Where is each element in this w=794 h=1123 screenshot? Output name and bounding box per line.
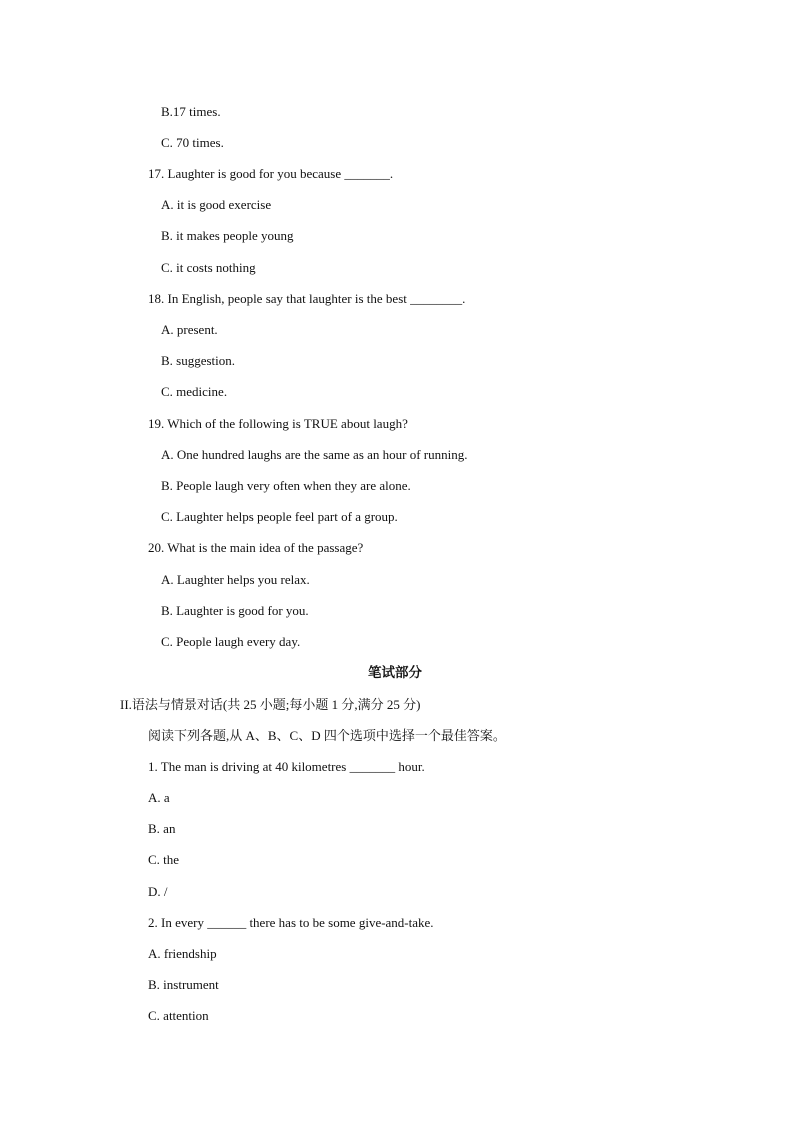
g1-option-d: D. / [148, 884, 168, 899]
part-heading: II.语法与情景对话(共 25 小题;每小题 1 分,满分 25 分) [120, 697, 421, 712]
q19-option-b: B. People laugh very often when they are alone. [161, 478, 411, 493]
q20-stem: 20. What is the main idea of the passage? [148, 540, 364, 555]
q18-option-b: B. suggestion. [161, 353, 236, 368]
q18-option-a: A. present. [161, 322, 218, 337]
g2-option-c: C. attention [148, 1008, 209, 1023]
q16-option-c: C. 70 times. [161, 135, 224, 150]
g1-option-c: C. the [148, 852, 180, 867]
g1-option-a: A. a [148, 790, 170, 805]
section-instruction: 阅读下列各题,从 A、B、C、D 四个选项中选择一个最佳答案。 [148, 728, 506, 743]
q17-option-a: A. it is good exercise [161, 197, 272, 212]
g2-option-b: B. instrument [148, 977, 219, 992]
section-title: 笔试部分 [368, 665, 422, 680]
g1-option-b: B. an [148, 821, 176, 836]
q20-option-a: A. Laughter helps you relax. [161, 572, 310, 587]
q18-stem: 18. In English, people say that laughter is the best ________. [148, 291, 466, 306]
q17-stem: 17. Laughter is good for you because _______. [148, 166, 394, 181]
q17-option-b: B. it makes people young [161, 228, 294, 243]
q16-option-b: B.17 times. [161, 104, 221, 119]
g1-stem: 1. The man is driving at 40 kilometres _______ hour. [148, 759, 425, 774]
g2-stem: 2. In every ______ there has to be some give-and-take. [148, 915, 434, 930]
q20-option-b: B. Laughter is good for you. [161, 603, 309, 618]
q19-option-c: C. Laughter helps people feel part of a group. [161, 509, 398, 524]
q20-option-c: C. People laugh every day. [161, 634, 301, 649]
q19-stem: 19. Which of the following is TRUE about laugh? [148, 416, 408, 431]
q17-option-c: C. it costs nothing [161, 260, 256, 275]
q18-option-c: C. medicine. [161, 384, 228, 399]
g2-option-a: A. friendship [148, 946, 217, 961]
q19-option-a: A. One hundred laughs are the same as an hour of running. [161, 447, 468, 462]
